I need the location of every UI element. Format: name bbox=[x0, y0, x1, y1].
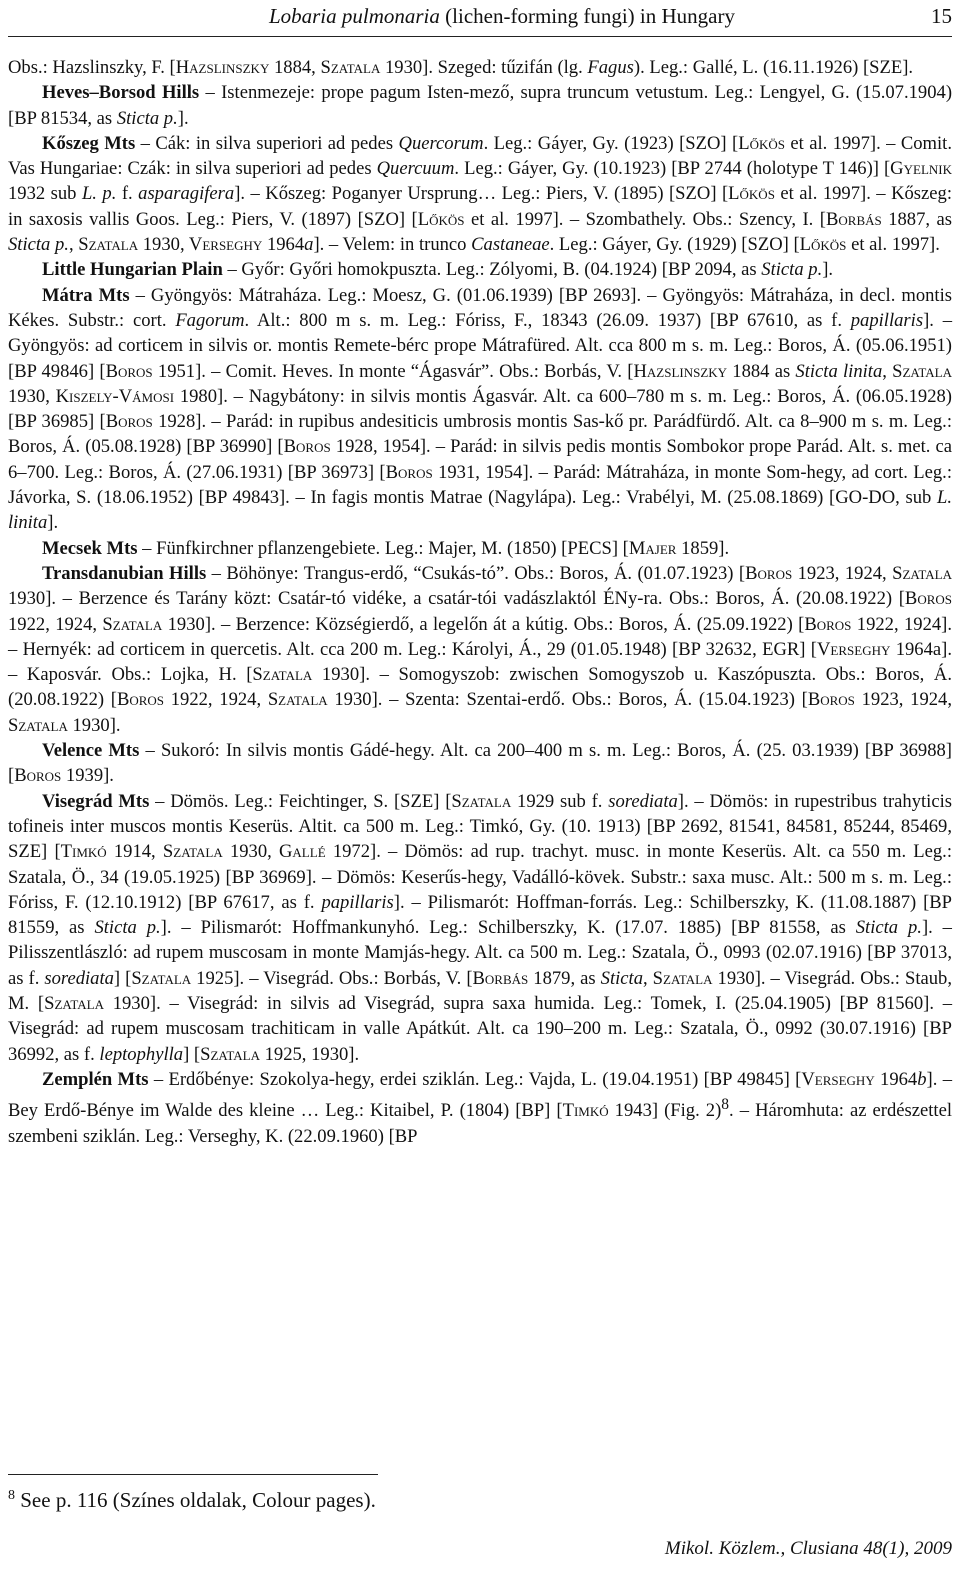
smallcaps-text: allé bbox=[292, 841, 326, 863]
text-run: 1930]. Szeged: tűzifán (lg. bbox=[380, 57, 588, 78]
text-run: 1928]. – Parád: in rupibus andesiticis umbrosis montis Sas-kő pr. Parádfürdő. Alt. ca 8–900 m s. m. Leg.: Boros, Á. (05.08.1928) [BP 36990] [B bbox=[8, 411, 953, 458]
text-run: ]. – Kőszeg: Poganyer Ursprung… Leg.: Piers, V. (1895) [SZO] [L bbox=[234, 183, 740, 205]
text-run: – Dömös. Leg.: Feichtinger, S. [SZE] [S bbox=[149, 790, 462, 812]
smallcaps-text: zatala bbox=[461, 790, 512, 812]
text-run: – Istenmezeje: prope pagum Isten-mező, supra truncum vetustum. Leg.: Lengyel, G. (15.07.1904) [BP 81534, as bbox=[8, 82, 953, 129]
smallcaps-text: oros bbox=[757, 562, 793, 584]
smallcaps-text: oros bbox=[296, 436, 331, 458]
italic-text: sorediata bbox=[44, 967, 114, 989]
text-run: 1964 bbox=[874, 1068, 918, 1090]
text-run: 1964a]. – Kaposvár. Obs.: Lojka, H. [S bbox=[8, 638, 952, 686]
smallcaps-text: zatala bbox=[330, 57, 381, 78]
text-run: 1943] (Fig. 2) bbox=[608, 1100, 722, 1122]
text-run: 1884, S bbox=[269, 57, 331, 78]
italic-text: Castaneae bbox=[471, 234, 550, 256]
record-paragraph bbox=[8, 561, 952, 738]
text-run: ]. – Pilismarót: Hoffman-forrás. Leg.: Schilberszky, K. (11.08.1887) [BP 81559, as bbox=[8, 891, 952, 939]
text-run: 1930]. – Berzence és Tarány közt: Csatár-tó vidéke, a csatár-tói vadászlaktól ÉNy-ra. Obs.: Boros, Á. (20.08.1922) [B bbox=[8, 588, 918, 610]
page-body bbox=[8, 55, 952, 1149]
text-run: – Fünfkirchner pflanzengebiete. Leg.: Majer, M. (1850) [PECS] [M bbox=[137, 537, 646, 559]
italic-text: Sticta bbox=[600, 967, 643, 989]
smallcaps-text: oros bbox=[118, 411, 153, 433]
italic-text: Sticta p. bbox=[94, 917, 161, 939]
page-number: 15 bbox=[931, 4, 952, 28]
text-run: , S bbox=[882, 360, 903, 382]
text-run: et al. 1997]. – Comit. Vas Hungariae: Czák: in silva superiori ad pedes bbox=[8, 132, 952, 180]
text-run: . Alt.: 800 m s. m. Leg.: Fóriss, F., 18343 (26.09. 1937) [BP 67610, as f. bbox=[244, 309, 851, 331]
text-run: 1932 sub bbox=[8, 183, 82, 205]
text-run: 1929 sub f. bbox=[511, 790, 609, 812]
smallcaps-text: imkó bbox=[573, 1100, 609, 1122]
smallcaps-text: zatala bbox=[262, 664, 313, 686]
text-run: – Böhönye: Trangus-erdő, “Csukás-tó”. Obs.: Boros, Á. (01.07.1923) [B bbox=[206, 562, 758, 584]
smallcaps-text: oros bbox=[820, 689, 855, 711]
footnote-separator bbox=[8, 1474, 378, 1475]
record-paragraph bbox=[8, 1067, 952, 1149]
text-run: 1930, G bbox=[222, 841, 293, 863]
text-run: 1951]. – Comit. Heves. In monte “Ágasvár”. Obs.: Borbás, V. [H bbox=[152, 360, 647, 382]
italic-text: leptophylla bbox=[99, 1043, 184, 1065]
italic-text: Sticta p. bbox=[855, 917, 922, 939]
text-run: 1931, 1954]. – Parád: Mátraháza, in monte Som-hegy, ad cort. Leg.: Jávorka, S. (18.06.1952) [BP 49843]. – In fagis montis Matrae (Nagylápa). Leg.: Vrabélyi, M. (25.08.1869) [GO-DO, sub bbox=[8, 461, 952, 509]
smallcaps-text: erseghy bbox=[202, 234, 263, 256]
region-name: Velence Mts bbox=[42, 740, 140, 762]
text-run: et al. 1997]. bbox=[846, 234, 940, 256]
record-paragraph bbox=[8, 789, 952, 1067]
record-paragraph bbox=[8, 536, 952, 561]
smallcaps-text: oros bbox=[129, 689, 165, 711]
running-header bbox=[0, 4, 960, 34]
text-run: 1923, 1924, S bbox=[8, 689, 952, 736]
text-run: ]. – Velem: in trunco bbox=[313, 234, 472, 256]
smallcaps-text: azslinszky bbox=[189, 57, 270, 78]
text-run: – Győr: Győri homokpuszta. Leg.: Zólyomi, B. (04.1924) [BP 2094, as bbox=[222, 259, 762, 281]
text-run: ]. – Bey Erdő-Bénye im Walde des kleine … Leg.: Kitaibel, P. (1804) [BP] [T bbox=[8, 1068, 952, 1122]
text-run: , S bbox=[643, 967, 663, 989]
footnote-marker: 8 bbox=[8, 1488, 15, 1503]
text-run: 1930, K bbox=[8, 385, 70, 407]
text-run: ] [S bbox=[183, 1043, 211, 1065]
text-run: -V bbox=[112, 385, 133, 407]
text-run: 1922, 1924, S bbox=[8, 613, 113, 635]
text-run: 1930]. – Somogyszob: zwischen Somogyszob u. Kaszópuszta. Obs.: Boros, Á. (20.08.1922) [B bbox=[8, 664, 952, 711]
text-run: 1930]. – Szenta: Szentai-erdő. Obs.: Boros, Á. (15.04.1923) [B bbox=[327, 689, 821, 711]
text-run: 1887, as bbox=[881, 208, 953, 230]
text-run: ] [S bbox=[113, 967, 142, 989]
text-run: et al. 1997]. – Kőszeg: in saxosis vallis Goos. Leg.: Piers, V. (1897) [SZO] [L bbox=[8, 183, 953, 230]
text-run: – Sukoró: In silvis montis Gádé-hegy. Alt. ca 200–400 m s. m. Leg.: Boros, Á. (25. 03.1939) [BP 36988] [B bbox=[8, 740, 952, 787]
smallcaps-text: orbás bbox=[838, 208, 882, 230]
running-title-species: Lobaria pulmonaria bbox=[268, 4, 440, 28]
italic-text: papillaris bbox=[850, 309, 924, 331]
region-name: Zemplén Mts bbox=[42, 1068, 149, 1090]
smallcaps-text: oros bbox=[816, 613, 852, 635]
text-run: ]. – Pilismarót: Hoffmankunyhó. Leg.: Schilberszky, K. (17.07. 1885) [BP 81558, as bbox=[160, 917, 856, 939]
text-run: 1925, 1930]. bbox=[259, 1043, 360, 1065]
text-run: – Gyöngyös: Mátraháza. Leg.: Moesz, G. (01.06.1939) [BP 2693]. – Gyöngyös: Mátraháza, in decl. montis Kékes. Substr.: cort. bbox=[8, 284, 952, 331]
italic-text: Sticta p. bbox=[761, 259, 823, 281]
text-run: , S bbox=[68, 234, 89, 256]
smallcaps-text: zatala bbox=[18, 714, 68, 736]
text-run: ]. – Pilisszentlászló: ad rupem muscosam in monte Mamjás-hegy. Alt. ca 500 m. Leg.: Szatala, Ö., 0993 (02.07.1916) [BP 37013, as f. bbox=[8, 917, 952, 989]
text-run: 1930]. – Visegrád: in silvis ad Visegrád, supra saxa humida. Leg.: Tomek, I. (25.04.1905) [BP 81560]. – Visegrád: ad rupem muscosam trachiticam in valle Apátkút. Alt. ca 190–200 m. Leg.: Szatala, Ö., 0992 (30.07.1916) [BP 36992, as f. bbox=[8, 992, 952, 1065]
text-run: 1980]. – Nagybátony: in silvis montis Ágasvár. Alt. ca 600–780 m s. m. Leg.: Boros, Á. (06.05.1928) [BP 36985] [B bbox=[8, 385, 952, 433]
record-paragraph bbox=[8, 80, 952, 131]
smallcaps-text: ámosi bbox=[132, 385, 175, 407]
text-run: 1884 as bbox=[727, 360, 796, 382]
smallcaps-text: erseghy bbox=[830, 638, 891, 660]
smallcaps-text: őkös bbox=[429, 208, 465, 230]
text-run: . Leg.: Gáyer, Gy. (1929) [SZO] [L bbox=[549, 234, 812, 256]
italic-text: Quercuum bbox=[376, 158, 455, 180]
region-name: Little Hungarian Plain bbox=[42, 259, 223, 281]
text-run: 1972]. – Dömös: ad rup. trachyt. musc. in monte Keserüs. Alt. ca 550 m. Leg.: Szatala, Ö., 34 (19.05.1925) [BP 36969]. – Dömös: Keserűs-hegy, Vadálló-kövek. Substr.: saxa musc. Alt.: 500 m s. m. Leg.: Fóriss, F. (12.10.1912) [BP 67617, as f. bbox=[8, 841, 953, 913]
text-run: 1922, 1924]. – Hernyék: ad corticem in quercetis. Alt. cca 200 m. Leg.: Károlyi, Á., 29 (01.05.1948) [BP 32632, EGR] [V bbox=[8, 613, 952, 660]
smallcaps-text: oros bbox=[398, 461, 433, 483]
smallcaps-text: azslinszky bbox=[646, 360, 728, 382]
record-paragraph bbox=[8, 257, 952, 282]
record-paragraph bbox=[8, 738, 952, 789]
running-title bbox=[269, 4, 735, 29]
text-run: ]. – Gyöngyös: ad corticem in silvis or. montis Remete-bérc prope Mátrafüred. Alt. cca 800 m s. m. Leg.: Boros, Á. (05.06.1951) [BP 49846] [B bbox=[8, 309, 952, 382]
text-run: ]. bbox=[822, 259, 834, 281]
footnote-text: See p. 116 (Színes oldalak, Colour pages). bbox=[15, 1488, 376, 1512]
text-run: f. bbox=[116, 183, 139, 205]
text-run: ]. bbox=[177, 107, 189, 129]
italic-text: Fagus bbox=[587, 57, 634, 78]
text-run: . – Háromhuta: az erdészettel szembeni sziklán. Leg.: Verseghy, K. (22.09.1960) [BP bbox=[8, 1100, 952, 1147]
smallcaps-text: zatala bbox=[278, 689, 328, 711]
smallcaps-text: zatala bbox=[112, 613, 163, 635]
smallcaps-text: zatala bbox=[902, 562, 952, 584]
region-name: Mecsek Mts bbox=[42, 537, 138, 559]
italic-text: Sticta p. bbox=[116, 107, 178, 129]
italic-text: L. p. bbox=[81, 183, 117, 205]
region-name: Kőszeg Mts bbox=[42, 132, 136, 154]
text-run: 1930]. – Visegrád. Obs.: Staub, M. [S bbox=[8, 967, 952, 1014]
header-rule bbox=[8, 36, 952, 37]
text-run: 1923, 1924, S bbox=[792, 562, 903, 584]
text-run: 1914, S bbox=[106, 841, 174, 863]
text-run: – Cák: in silva superiori ad pedes bbox=[135, 132, 399, 154]
smallcaps-text: iszely bbox=[69, 385, 113, 407]
text-run: – Erdőbénye: Szokolya-hegy, erdei sziklán. Leg.: Vajda, L. (19.04.1951) [BP 49845] [V bbox=[148, 1068, 815, 1090]
text-run: 1930]. bbox=[67, 714, 121, 736]
smallcaps-text: zatala bbox=[173, 841, 223, 863]
smallcaps-text: őkös bbox=[811, 234, 847, 256]
region-name: Heves–Borsod Hills bbox=[42, 82, 200, 104]
smallcaps-text: zatala bbox=[902, 360, 952, 382]
italic-text: asparagifera bbox=[138, 183, 235, 205]
text-run: 1930]. – Berzence: Községierdő, a legelőn át a kútig. Obs.: Boros, Á. (25.09.1922) [B bbox=[162, 613, 817, 635]
footnote bbox=[8, 1488, 376, 1513]
text-run: 1928, 1954]. – Parád: in silvis pedis montis Sombokor prope Parád. Alt. s. met. ca 6–700. Leg.: Boros, Á. (27.06.1931) [BP 36973] [B bbox=[8, 436, 952, 483]
smallcaps-text: yelnik bbox=[903, 158, 952, 180]
text-run: 1930, V bbox=[138, 234, 203, 256]
region-name: Transdanubian Hills bbox=[42, 562, 207, 584]
italic-text: L. linita bbox=[8, 487, 952, 534]
smallcaps-text: őkös bbox=[739, 183, 775, 205]
smallcaps-text: oros bbox=[26, 765, 62, 787]
region-name: Mátra Mts bbox=[42, 284, 130, 306]
region-name: Visegrád Mts bbox=[42, 790, 150, 812]
smallcaps-text: zatala bbox=[88, 234, 139, 256]
smallcaps-text: ajer bbox=[645, 537, 677, 559]
footnote-ref: 8 bbox=[721, 1096, 730, 1114]
journal-citation: Mikol. Közlem., Clusiana 48(1), 2009 bbox=[664, 1538, 952, 1559]
smallcaps-text: zatala bbox=[210, 1043, 260, 1065]
smallcaps-text: erseghy bbox=[814, 1068, 875, 1090]
text-run: 1925]. – Visegrád. Obs.: Borbás, V. [B bbox=[191, 967, 485, 989]
text-run: 1859]. bbox=[676, 537, 730, 559]
smallcaps-text: zatala bbox=[54, 992, 104, 1014]
text-run: 1939]. bbox=[61, 765, 114, 787]
text-run: ]. bbox=[47, 512, 59, 534]
italic-text: Sticta p. bbox=[8, 234, 69, 256]
text-run: ]. – Dömös: in rupestribus trahyticis tofineis inter muscos montis Keserüs. Altit. ca 500 m. Leg.: Timkó, Gy. (10. 1913) [BP 2692, 81541, 84581, 85244, 85469, SZE] [T bbox=[8, 790, 952, 863]
smallcaps-text: őkös bbox=[749, 132, 785, 154]
text-run: 1922, 1924, S bbox=[164, 689, 279, 711]
text-run: 1964 bbox=[262, 234, 305, 256]
text-run: ). Leg.: Gallé, L. (16.11.1926) [SZE]. bbox=[633, 57, 914, 78]
italic-text: b bbox=[917, 1068, 927, 1090]
record-paragraph bbox=[8, 131, 952, 257]
smallcaps-text: orbás bbox=[484, 967, 529, 989]
smallcaps-text: oros bbox=[117, 360, 153, 382]
text-run: Obs.: Hazslinszky, F. [H bbox=[8, 57, 190, 78]
text-run: et al. 1997]. – Szombathely. Obs.: Szency, I. [B bbox=[464, 208, 839, 230]
text-run: . Leg.: Gáyer, Gy. (1923) [SZO] [L bbox=[483, 132, 750, 154]
text-run: . Leg.: Gáyer, Gy. (10.1923) [BP 2744 (holotype T 146)] [G bbox=[454, 158, 904, 180]
italic-text: Fagorum bbox=[175, 309, 245, 331]
italic-text: a bbox=[304, 234, 314, 256]
record-paragraph bbox=[8, 283, 952, 536]
italic-text: Sticta linita bbox=[795, 360, 883, 382]
smallcaps-text: imkó bbox=[72, 841, 107, 863]
text-run: 1879, as bbox=[528, 967, 601, 989]
record-paragraph bbox=[8, 55, 952, 80]
italic-text: sorediata bbox=[608, 790, 678, 812]
smallcaps-text: zatala bbox=[663, 967, 713, 989]
smallcaps-text: oros bbox=[917, 588, 952, 610]
italic-text: Quercorum bbox=[398, 132, 484, 154]
italic-text: papillaris bbox=[321, 891, 394, 913]
smallcaps-text: zatala bbox=[141, 967, 192, 989]
running-title-text: (lichen-forming fungi) in Hungary bbox=[439, 4, 735, 28]
